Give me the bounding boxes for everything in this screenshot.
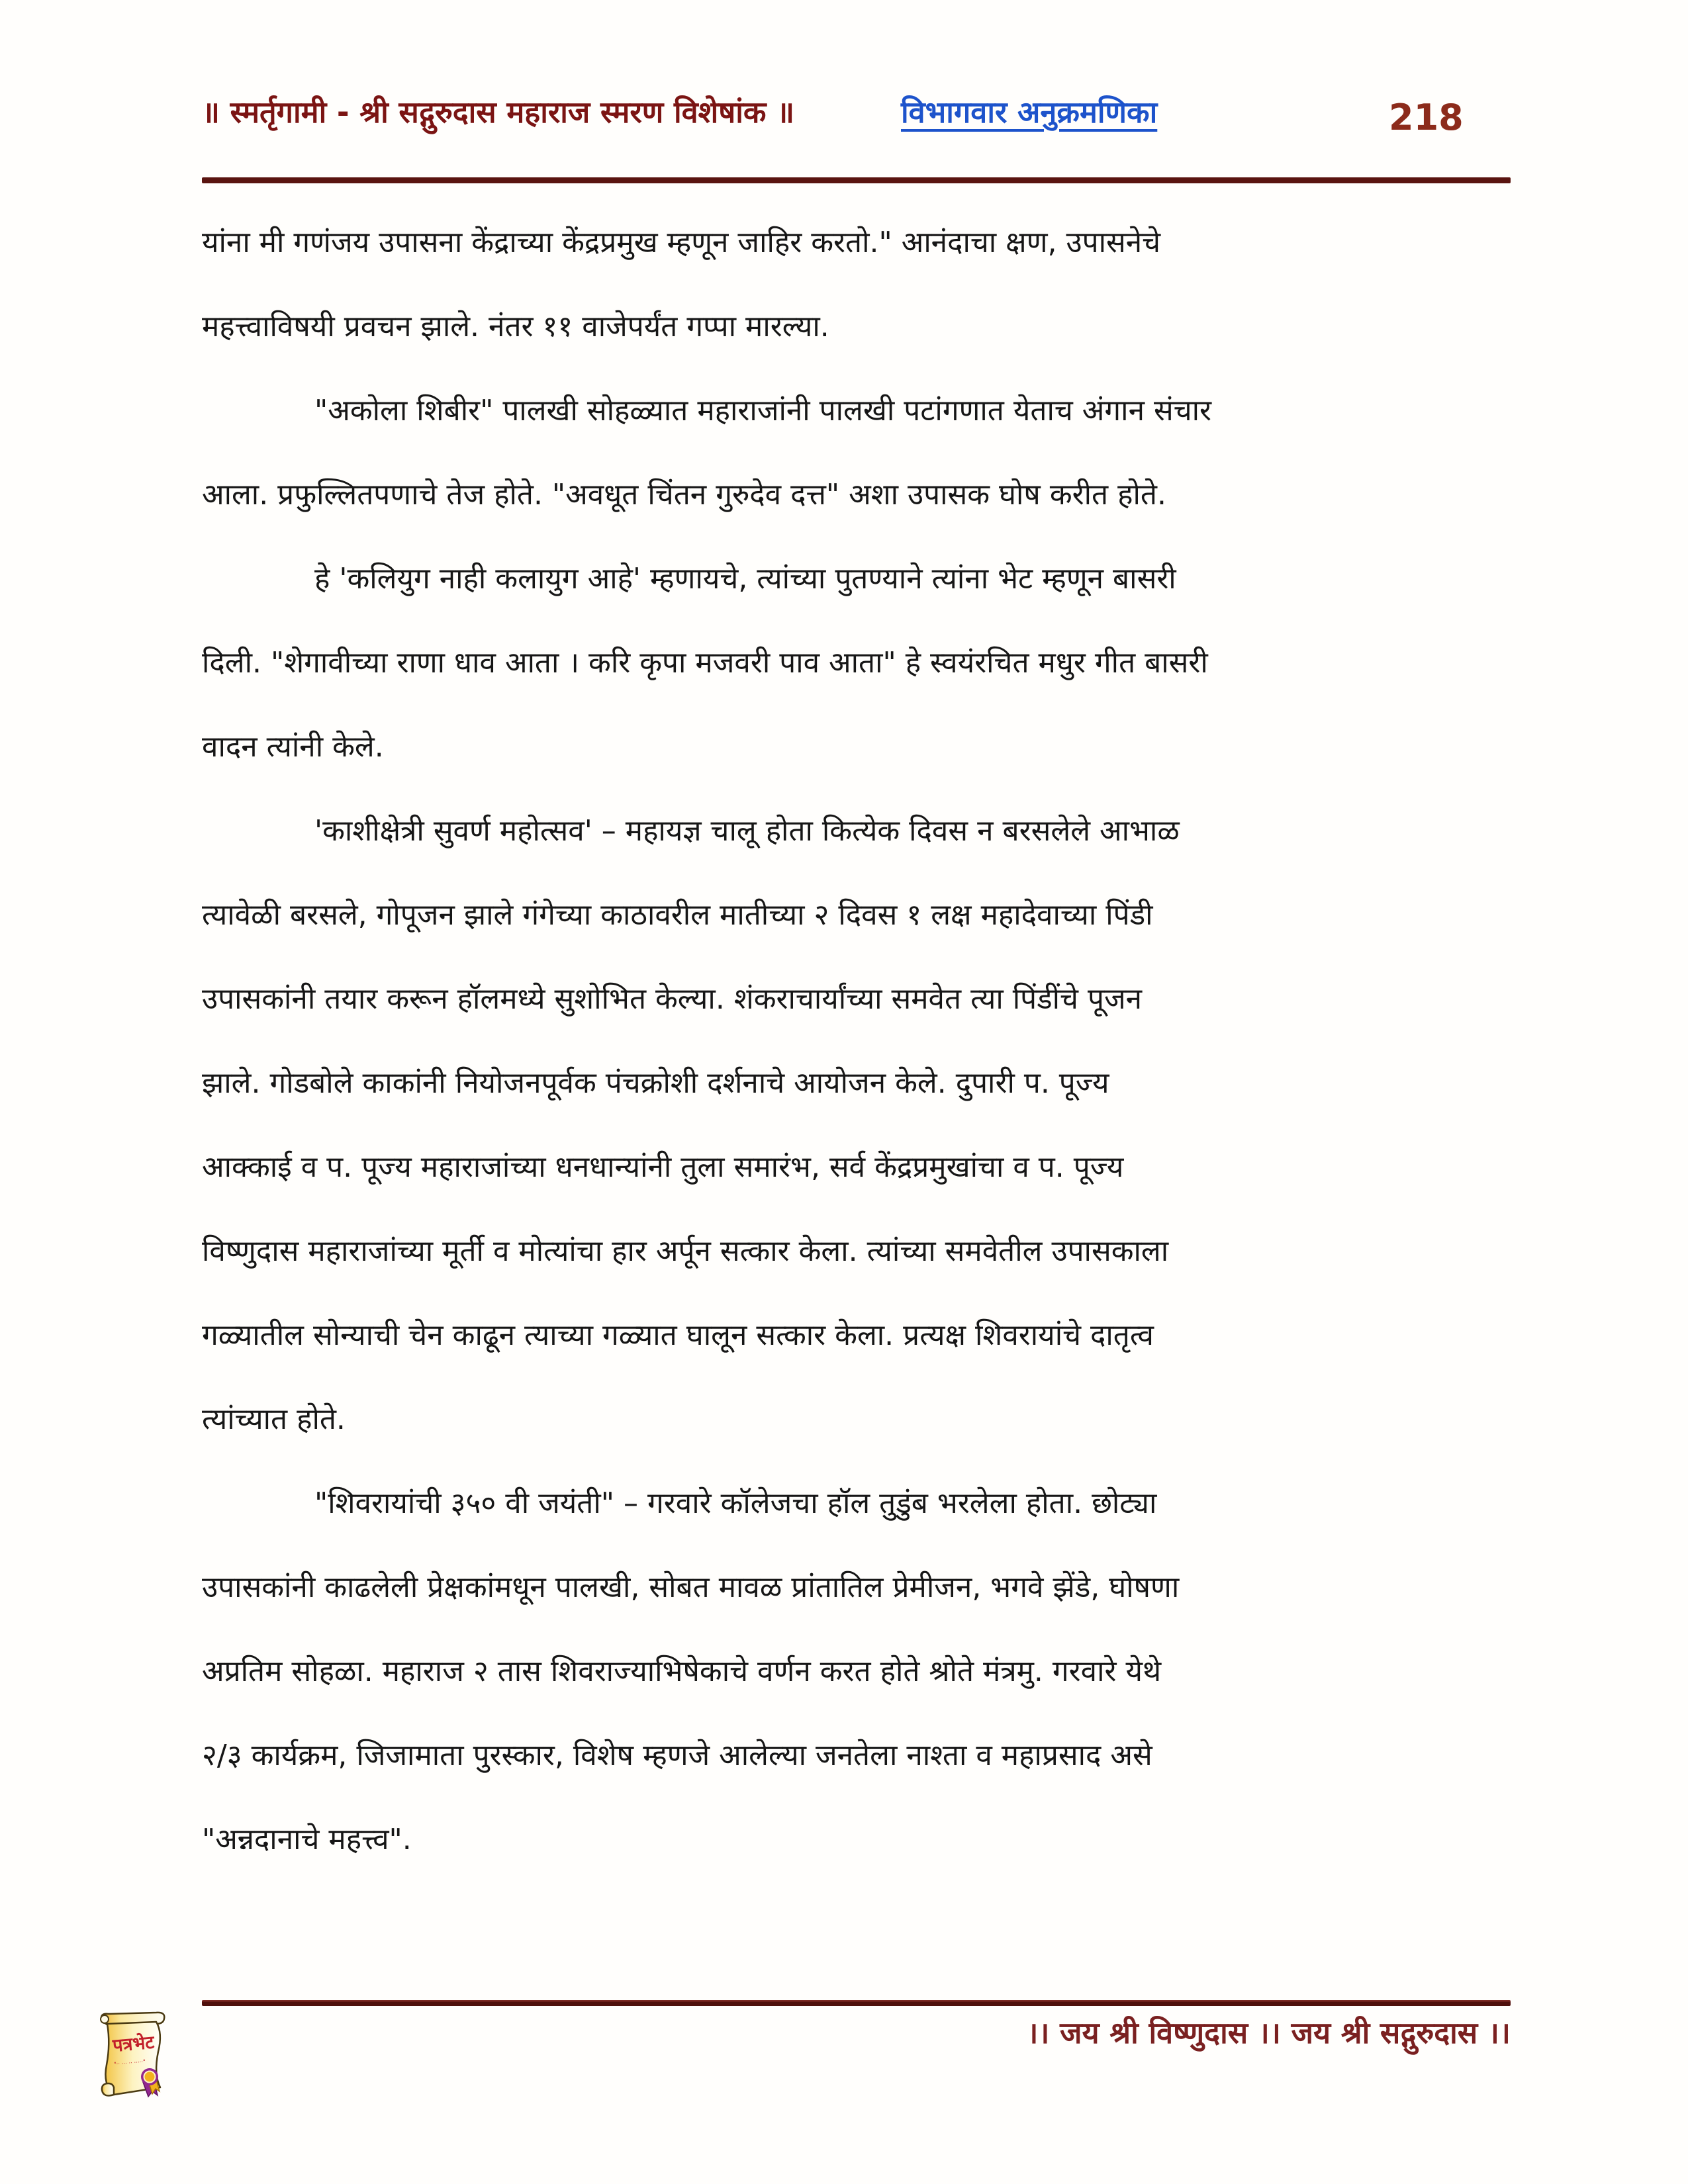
scroll-icon [91, 2011, 171, 2103]
text-line: त्यावेळी बरसले, गोपूजन झाले गंगेच्या काठावरील मातीच्या २ दिवस १ लक्ष महादेवाच्या पिंडी [202, 897, 1153, 932]
text-line: आला. प्रफुल्लितपणाचे तेज होते. "अवधूत चिंतन गुरुदेव दत्त" अशा उपासक घोष करीत होते. [202, 477, 1166, 512]
text-line: गळ्यातील सोन्याची चेन काढून त्याच्या गळ्यात घालून सत्कार केला. प्रत्यक्ष शिवरायांचे दातृत्व [202, 1318, 1154, 1352]
text-line: झाले. गोडबोले काकांनी नियोजनपूर्वक पंचक्रोशी दर्शनाचे आयोजन केले. दुपारी प. पूज्य [202, 1066, 1109, 1100]
text-line: उपासकांनी तयार करून हॉलमध्ये सुशोभित केल्या. शंकराचार्यांच्या समवेत त्या पिंडींचे पूजन [202, 981, 1143, 1016]
text-line: "शिवरायांची ३५० वी जयंती" – गरवारे कॉलेजचा हॉल तुडुंब भरलेला होता. छोट्या [314, 1486, 1157, 1520]
text-line: त्यांच्यात होते. [202, 1402, 346, 1436]
text-line: 'काशीक्षेत्री सुवर्ण महोत्सव' – महायज्ञ चालू होता कित्येक दिवस न बरसलेले आभाळ [314, 813, 1180, 848]
text-line: "अन्नदानाचे महत्त्व". [202, 1822, 412, 1856]
text-line: अप्रतिम सोहळा. महाराज २ तास शिवराज्याभिषेकाचे वर्णन करत होते श्रोते मंत्रमु. गरवारे येथे [202, 1654, 1162, 1688]
text-line: महत्त्वाविषयी प्रवचन झाले. नंतर ११ वाजेपर्यंत गप्पा मारल्या. [202, 309, 829, 343]
index-link[interactable]: विभागवार अनुक्रमणिका [901, 95, 1158, 130]
text-line: विष्णुदास महाराजांच्या मूर्ती व मोत्यांचा हार अर्पून सत्कार केला. त्यांच्या समवेतील उपासकाला [202, 1234, 1169, 1268]
footer-blessing: ।। जय श्री विष्णुदास ।। जय श्री सद्गुरुदास ।। [1027, 2015, 1511, 2050]
text-line: आक्काई व प. पूज्य महाराजांच्या धनधान्यांनी तुला समारंभ, सर्व केंद्रप्रमुखांचा व प. पूज्य [202, 1150, 1124, 1184]
footer-rule [202, 2000, 1511, 2006]
page-title: ॥ स्मर्तृगामी - श्री सद्गुरुदास महाराज स्मरण विशेषांक ॥ [202, 95, 795, 130]
text-line: यांना मी गणंजय उपासना केंद्राच्या केंद्रप्रमुख म्हणून जाहिर करतो." आनंदाचा क्षण, उपासनेचे [202, 225, 1161, 259]
body-text [202, 199, 1519, 1880]
text-line: "अकोला शिबीर" पालखी सोहळ्यात महाराजांनी पालखी पटांगणात येताच अंगान संचार [314, 393, 1212, 428]
header-rule [202, 177, 1511, 183]
text-line: दिली. "शेगावीच्या राणा धाव आता । करि कृपा मजवरी पाव आता" हे स्वयंरचित मधुर गीत बासरी [202, 645, 1208, 680]
text-line: उपासकांनी काढलेली प्रेक्षकांमधून पालखी, सोबत मावळ प्रांतातिल प्रेमीजन, भगवे झेंडे, घोषणा [202, 1570, 1180, 1604]
patrabhet-logo [91, 2011, 171, 2103]
logo-tagline-text: "·· ··· ·· ·····" [113, 2058, 146, 2068]
page-number: 218 [1389, 97, 1464, 138]
logo-title-text: पत्रभेट [111, 2032, 156, 2056]
text-line: हे 'कलियुग नाही कलायुग आहे' म्हणायचे, त्यांच्या पुतण्याने त्यांना भेट म्हणून बासरी [314, 561, 1176, 596]
page-header [202, 91, 1511, 144]
text-line: २/३ कार्यक्रम, जिजामाता पुरस्कार, विशेष म्हणजे आलेल्या जनतेला नाश्ता व महाप्रसाद असे [202, 1738, 1152, 1772]
text-line: वादन त्यांनी केले. [202, 729, 384, 764]
